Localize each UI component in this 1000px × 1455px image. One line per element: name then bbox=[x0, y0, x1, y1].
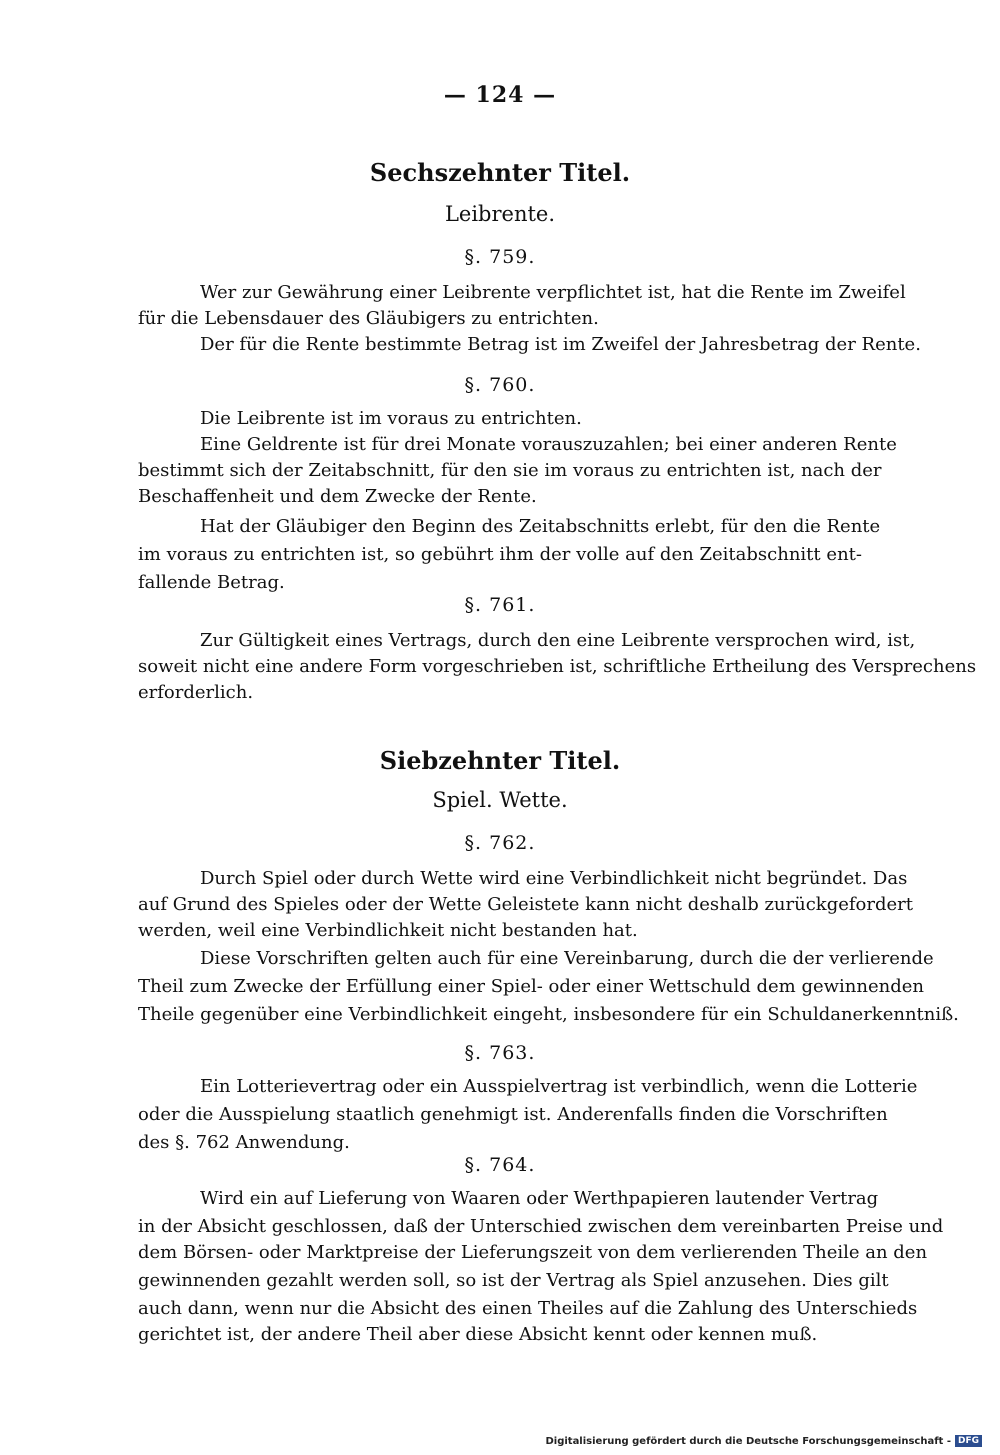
text-line: gewinnenden gezahlt werden soll, so ist der Vertrag als Spiel anzusehen. Dies gilt bbox=[138, 1270, 889, 1291]
section-subtitle: Spiel. Wette. bbox=[432, 788, 568, 812]
text-line: Wird ein auf Lieferung von Waaren oder Werthpapieren lautender Vertrag bbox=[200, 1188, 879, 1209]
text-line: Theile gegenüber eine Verbindlichkeit eingeht, insbesondere für ein Schuldanerkenntniß. bbox=[138, 1004, 959, 1025]
text-line: auf Grund des Spieles oder der Wette Geleistete kann nicht deshalb zurückgefordert bbox=[138, 894, 913, 915]
paragraph-number: §. 760. bbox=[464, 374, 536, 396]
footer-credit bbox=[545, 1435, 982, 1447]
text-line: auch dann, wenn nur die Absicht des einen Theiles auf die Zahlung des Unterschieds bbox=[138, 1298, 918, 1319]
text-line: Eine Geldrente ist für drei Monate vorauszuzahlen; bei einer anderen Rente bbox=[200, 434, 897, 455]
text-line: gerichtet ist, der andere Theil aber diese Absicht kennt oder kennen muß. bbox=[138, 1324, 818, 1345]
text-line: Hat der Gläubiger den Beginn des Zeitabschnitts erlebt, für den die Rente bbox=[200, 516, 881, 537]
text-line: Theil zum Zwecke der Erfüllung einer Spiel- oder einer Wettschuld dem gewinnenden bbox=[138, 976, 925, 997]
text-line: dem Börsen- oder Marktpreise der Lieferungszeit von dem verlierenden Theile an den bbox=[138, 1242, 928, 1263]
text-line: fallende Betrag. bbox=[138, 572, 285, 593]
text-line: Durch Spiel oder durch Wette wird eine Verbindlichkeit nicht begründet. Das bbox=[200, 868, 908, 889]
text-line: bestimmt sich der Zeitabschnitt, für den sie im voraus zu entrichten ist, nach der bbox=[138, 460, 882, 481]
text-line: erforderlich. bbox=[138, 682, 254, 703]
text-line: soweit nicht eine andere Form vorgeschrieben ist, schriftliche Ertheilung des Versprechens bbox=[138, 656, 977, 677]
section-title: Sechszehnter Titel. bbox=[369, 158, 631, 187]
text-line: Beschaffenheit und dem Zwecke der Rente. bbox=[138, 486, 537, 507]
text-line: Diese Vorschriften gelten auch für eine Vereinbarung, durch die der verlierende bbox=[200, 948, 934, 969]
text-line: werden, weil eine Verbindlichkeit nicht bestanden hat. bbox=[138, 920, 638, 941]
text-line: im voraus zu entrichten ist, so gebührt ihm der volle auf den Zeitabschnitt ent- bbox=[138, 544, 862, 565]
footer-text: Digitalisierung gefördert durch die Deutsche Forschungsgemeinschaft - bbox=[545, 1435, 951, 1447]
text-line: Wer zur Gewährung einer Leibrente verpflichtet ist, hat die Rente im Zweifel bbox=[200, 282, 906, 303]
paragraph-number: §. 761. bbox=[464, 594, 536, 616]
text-line: des §. 762 Anwendung. bbox=[138, 1132, 350, 1153]
text-line: Zur Gültigkeit eines Vertrags, durch den eine Leibrente versprochen wird, ist, bbox=[200, 630, 916, 651]
text-line: Der für die Rente bestimmte Betrag ist im Zweifel der Jahresbetrag der Rente. bbox=[200, 334, 921, 355]
paragraph-number: §. 764. bbox=[464, 1154, 536, 1176]
text-line: für die Lebensdauer des Gläubigers zu entrichten. bbox=[138, 308, 599, 329]
dfg-logo: DFG bbox=[955, 1435, 982, 1447]
text-line: in der Absicht geschlossen, daß der Unterschied zwischen dem vereinbarten Preise und bbox=[138, 1216, 944, 1237]
text-line: Ein Lotterievertrag oder ein Ausspielvertrag ist verbindlich, wenn die Lotterie bbox=[200, 1076, 918, 1097]
paragraph-number: §. 763. bbox=[464, 1042, 536, 1064]
section-subtitle: Leibrente. bbox=[444, 202, 556, 226]
section-title: Siebzehnter Titel. bbox=[379, 746, 621, 775]
paragraph-number: §. 759. bbox=[464, 246, 536, 268]
text-line: Die Leibrente ist im voraus zu entrichten. bbox=[200, 408, 582, 429]
text-line: oder die Ausspielung staatlich genehmigt ist. Anderenfalls finden die Vorschriften bbox=[138, 1104, 888, 1125]
page-number: — 124 — bbox=[443, 82, 557, 108]
paragraph-number: §. 762. bbox=[464, 832, 536, 854]
